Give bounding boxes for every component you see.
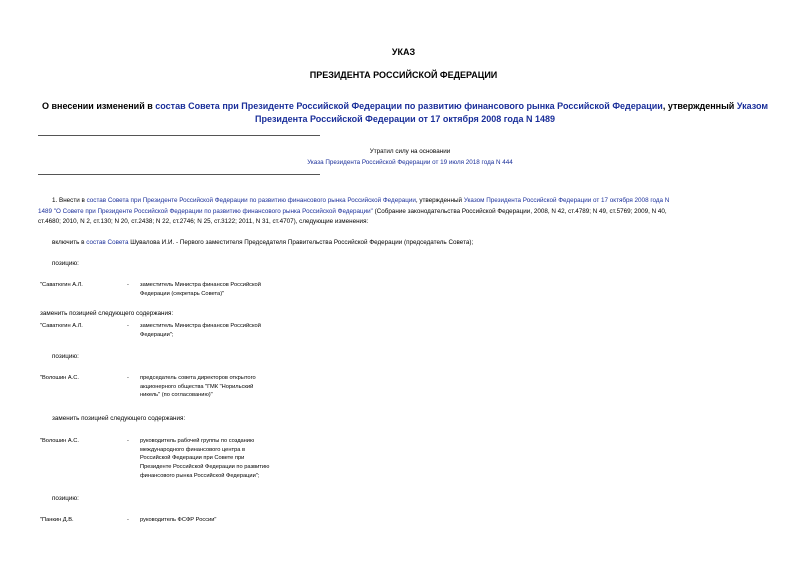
paragraph-1	[38, 196, 778, 228]
position-name: "Панкин Д.В.	[40, 517, 74, 523]
doc-heading	[30, 100, 780, 126]
heading-link-council[interactable]: состав Совета при Президенте Российской Федерации по развитию финансового рынка Российской Федерации	[155, 101, 663, 111]
position-desc: заместитель Министра финансов Российской Федерации (секретарь Совета)"	[140, 282, 261, 297]
position-name: "Волошин А.С.	[40, 375, 79, 381]
para1-text-b: , утвержденный	[415, 197, 464, 204]
position-name: "Саватюгин А.Л.	[40, 282, 83, 288]
position-name: "Саватюгин А.Л.	[40, 323, 83, 329]
heading-mid: , утвержденный	[662, 101, 737, 111]
position-desc: председатель совета директоров открытого акционерного общества "ГМК "Норильский никель" (по согласованию)"	[140, 375, 256, 399]
repeal-status-line1: Утратил силу на основании	[369, 148, 451, 155]
position-desc: руководитель ФСФР России"	[140, 517, 217, 523]
heading-link-decree[interactable]: Указом	[736, 101, 769, 111]
position-dash: -	[127, 517, 129, 523]
separator-top	[38, 135, 320, 136]
include-link-council[interactable]: состав Совета	[86, 239, 129, 246]
position-name: "Волошин А.С.	[40, 438, 79, 444]
heading-prefix: О внесении изменений в	[41, 101, 156, 111]
block-label: заменить позицией следующего содержания:	[52, 415, 186, 422]
block-label: позицию:	[52, 495, 79, 502]
block-label: позицию:	[52, 260, 79, 267]
separator-bottom	[38, 174, 320, 175]
block-label: позицию:	[52, 353, 79, 360]
position-dash: -	[127, 282, 129, 288]
block-label: заменить позицией следующего содержания:	[40, 310, 174, 317]
position-desc: заместитель Министра финансов Российской Федерации";	[140, 323, 261, 338]
position-dash: -	[127, 438, 129, 444]
position-desc: руководитель рабочей группы по созданию международного финансового центра в Российской Федерации при Совете при Президенте Российской Федерации по развитию финансового рынка Российской Федерации";	[140, 438, 270, 479]
repeal-status	[250, 147, 570, 168]
para1-link-council[interactable]: состав Совета при Президенте Российской Федерации по развитию финансового рынка Российской Федерации	[86, 197, 416, 204]
doc-title: УКАЗ	[391, 47, 416, 57]
para1-text-c: (Собрание законодательства Российской Федерации, 2008, N 42, ст.4789; N 49, ст.5769; 2009, N 40,	[372, 207, 667, 215]
repeal-status-link[interactable]: Указа Президента Российской Федерации от 19 июля 2018 года N 444	[307, 158, 513, 166]
para1-link-decree-title[interactable]: 1489 "О Совете при Президенте Российской Федерации по развитию финансового рынка Российской Федерации"	[38, 207, 373, 215]
heading-link-decree-2[interactable]: Президента Российской Федерации от 17 октября 2008 года N 1489	[254, 114, 556, 124]
include-text-a: включить в	[52, 239, 87, 246]
include-line	[52, 238, 792, 249]
position-dash: -	[127, 375, 129, 381]
include-text-b: Шувалова И.И. - Первого заместителя Председателя Правительства Российской Федерации (председатель Совета);	[128, 239, 474, 246]
para1-link-decree[interactable]: Указом Президента Российской Федерации от 17 октября 2008 года N	[463, 197, 670, 204]
doc-subtitle: ПРЕЗИДЕНТА РОССИЙСКОЙ ФЕДЕРАЦИИ	[309, 70, 498, 80]
para1-text-d: ст.4680; 2010, N 2, ст.130; N 20, ст.2438; N 22, ст.2746; N 25, ст.3122; 2011, N 31, ст.4707), следующие изменения:	[38, 218, 369, 225]
position-dash: -	[127, 323, 129, 329]
para1-text-a: 1. Внести в	[52, 197, 87, 204]
